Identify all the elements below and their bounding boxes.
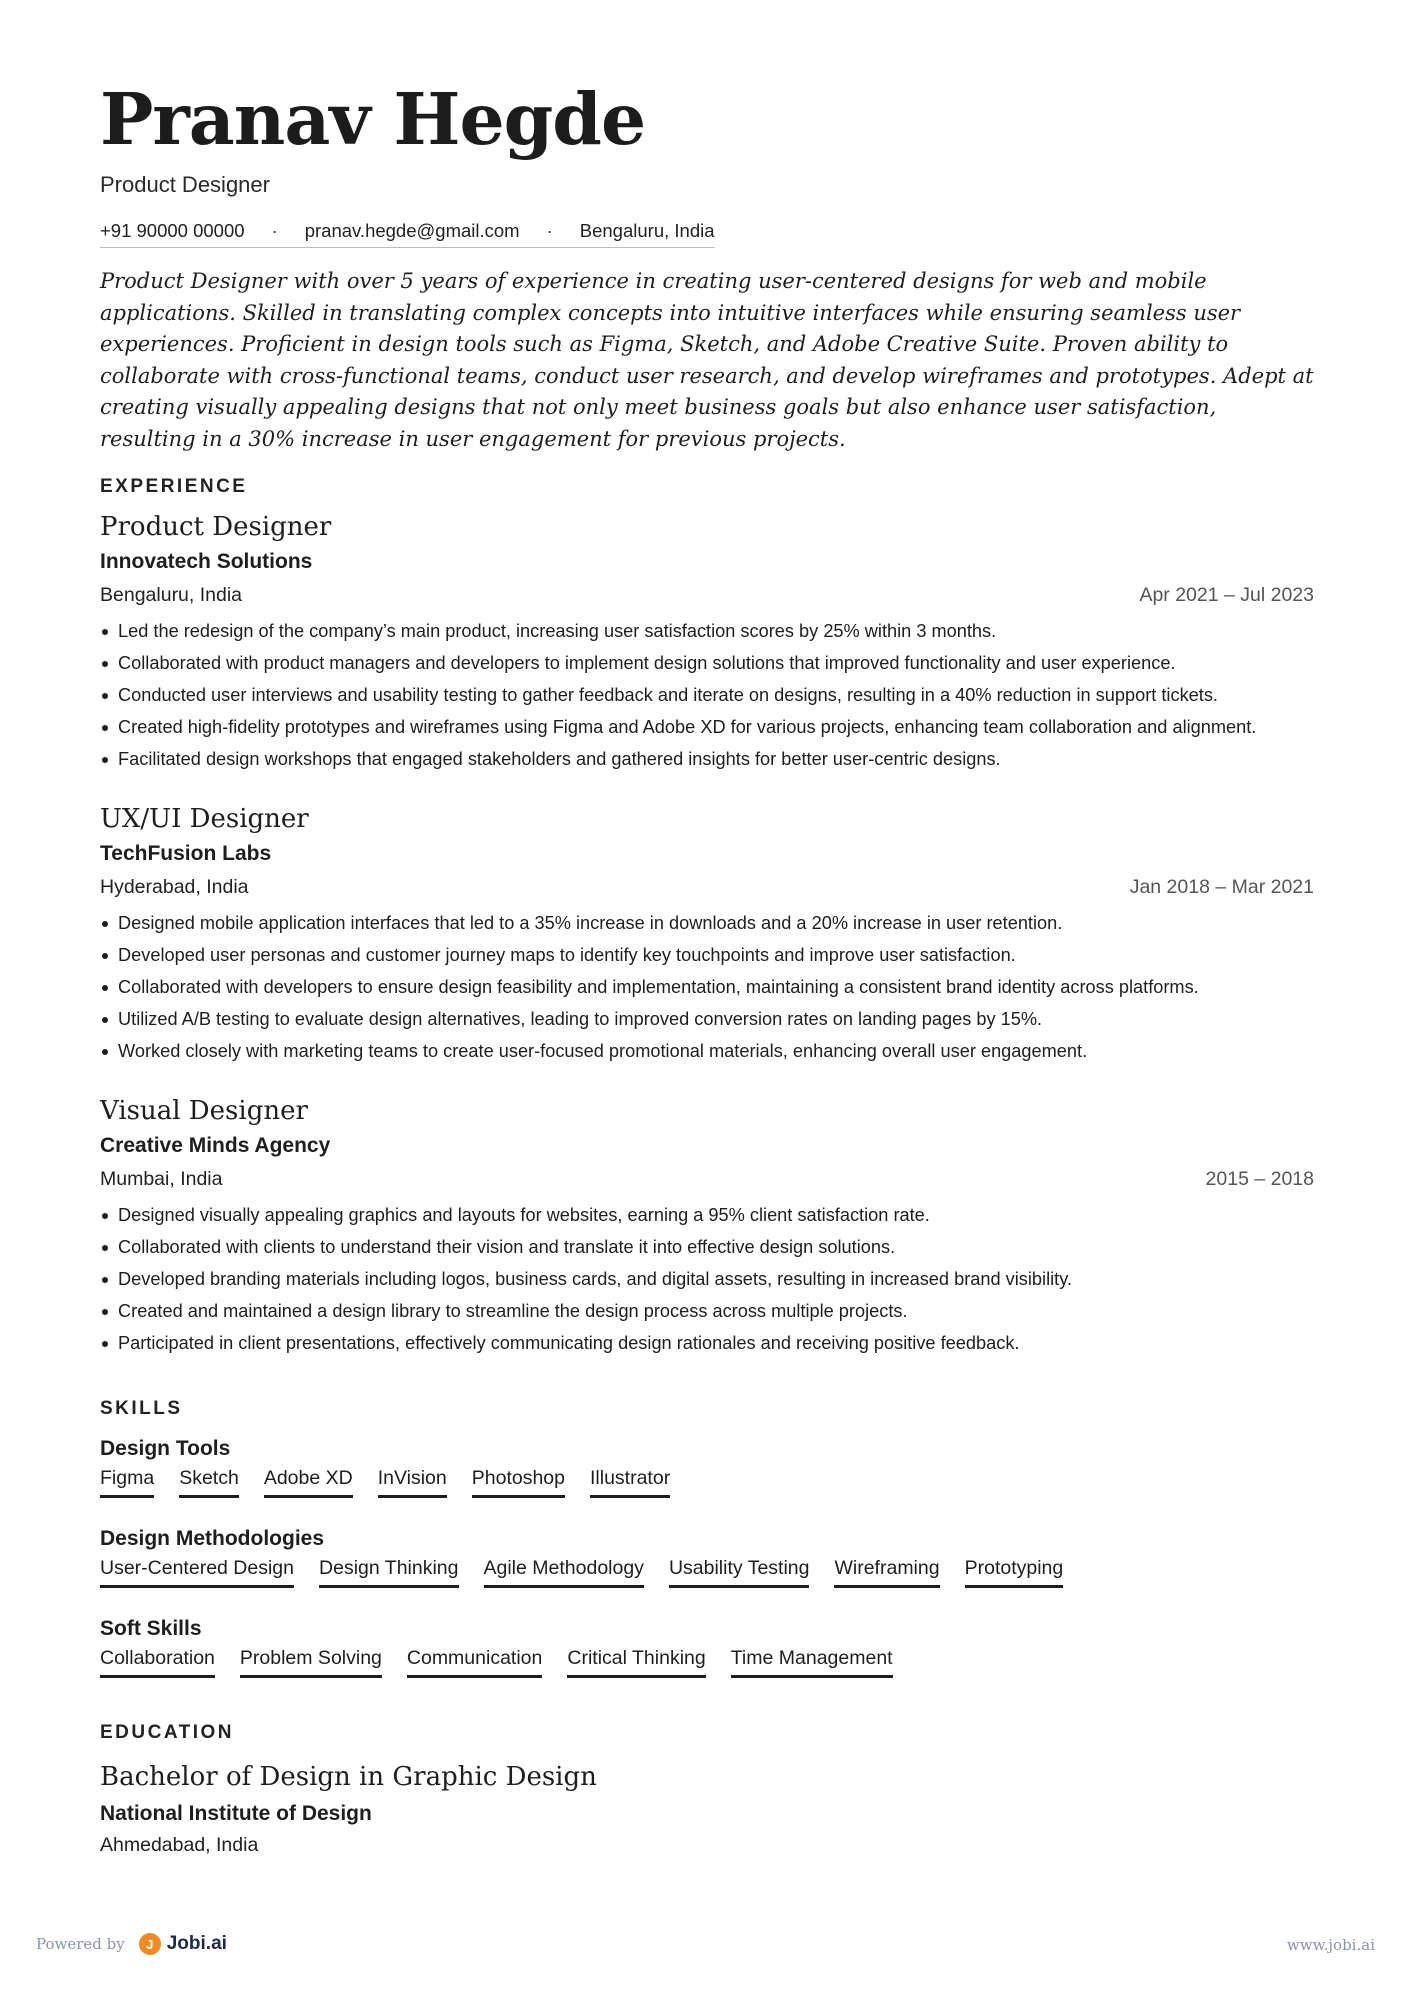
job-bullets — [100, 907, 1314, 1067]
job-location: Bengaluru, India — [100, 584, 243, 606]
bullet-item: Utilized A/B testing to evaluate design alternatives, leading to improved conversion rates on landing pages by 15%. — [100, 1003, 1314, 1035]
jobi-logo-text: Jobi.ai — [166, 1933, 227, 1954]
bullet-item: Designed mobile application interfaces that led to a 35% increase in downloads and a 20% increase in user retention. — [100, 907, 1314, 939]
powered-by-label: Powered by — [36, 1935, 125, 1953]
job-bullets — [100, 1199, 1314, 1359]
education-entry — [100, 1762, 597, 1857]
bullet-item: Created high-fidelity prototypes and wireframes using Figma and Adobe XD for various projects, enhancing team collaboration and alignment. — [100, 711, 1314, 743]
bullet-item: Collaborated with clients to understand their vision and translate it into effective design solutions. — [100, 1231, 1314, 1263]
bullet-item: Conducted user interviews and usability testing to gather feedback and iterate on designs, resulting in a 40% reduction in support tickets. — [100, 679, 1314, 711]
summary-paragraph: Product Designer with over 5 years of experience in creating user-centered designs for web and mobile applications. Skilled in translating complex concepts into intuitive interfaces while ensuring seamless user experiences. Proficient in design tools such as Figma, Sketch, and Adobe Creative Suite. Proven ability to collaborate with cross-functional teams, conduct user research, and develop wireframes and prototypes. Adept at creating visually appealing designs that not only meet business goals but also enhance user satisfaction, resulting in a 30% increase in user engagement for previous projects. — [100, 269, 1314, 451]
skill-group — [100, 1437, 695, 1498]
bullet-item: Created and maintained a design library to streamline the design process across multiple projects. — [100, 1295, 1314, 1327]
skill-chip: Figma — [100, 1467, 154, 1498]
bullet-item: Facilitated design workshops that engaged stakeholders and gathered insights for better user-centric designs. — [100, 743, 1314, 775]
skill-chip: Wireframing — [834, 1557, 939, 1588]
skill-group-title: Design Tools — [100, 1437, 231, 1460]
skill-chip: Design Thinking — [319, 1557, 458, 1588]
skill-chip: Sketch — [179, 1467, 239, 1498]
bullet-item: Designed visually appealing graphics and layouts for websites, earning a 95% client satisfaction rate. — [100, 1199, 1314, 1231]
contact-location: Bengaluru, India — [579, 220, 715, 241]
skill-chip: Critical Thinking — [567, 1647, 705, 1678]
company-name: Creative Minds Agency — [100, 1134, 331, 1157]
job-title: Visual Designer — [100, 1096, 308, 1126]
company-name: Innovatech Solutions — [100, 550, 313, 573]
bullet-item: Collaborated with developers to ensure design feasibility and implementation, maintaining a consistent brand identity across platforms. — [100, 971, 1314, 1003]
experience-entry — [100, 1096, 1314, 1359]
skill-group — [100, 1527, 1088, 1588]
skill-chips — [100, 1557, 1088, 1588]
company-name: TechFusion Labs — [100, 842, 272, 865]
skill-chips — [100, 1467, 695, 1498]
job-location: Hyderabad, India — [100, 876, 249, 898]
bullet-item: Collaborated with product managers and developers to implement design solutions that improved functionality and user experience. — [100, 647, 1314, 679]
footer-url-link[interactable]: www.jobi.ai — [1286, 1936, 1375, 1954]
bullet-item: Developed branding materials including logos, business cards, and digital assets, resulting in increased brand visibility. — [100, 1263, 1314, 1295]
contact-separator: · — [546, 220, 553, 241]
skill-chip: Time Management — [731, 1647, 893, 1678]
experience-entry — [100, 512, 1314, 775]
powered-by-footer[interactable] — [36, 1933, 227, 1955]
contact-phone[interactable]: +91 90000 00000 — [100, 220, 245, 241]
experience-heading: EXPERIENCE — [100, 476, 248, 497]
bullet-item: Participated in client presentations, effectively communicating design rationales and receiving positive feedback. — [100, 1327, 1314, 1359]
bullet-item: Led the redesign of the company’s main product, increasing user satisfaction scores by 25% within 3 months. — [100, 615, 1314, 647]
experience-entry — [100, 804, 1314, 1067]
education-heading: EDUCATION — [100, 1722, 235, 1743]
skill-chip: Communication — [407, 1647, 542, 1678]
candidate-name: Pranav Hegde — [100, 77, 646, 161]
jobi-logo-icon: J — [139, 1933, 161, 1955]
school-name: National Institute of Design — [100, 1802, 372, 1825]
contact-bar — [100, 220, 715, 248]
skill-chip: Usability Testing — [669, 1557, 810, 1588]
skill-chip: User-Centered Design — [100, 1557, 294, 1588]
skill-chips — [100, 1647, 918, 1678]
contact-separator: · — [271, 220, 278, 241]
job-meta — [100, 1168, 1314, 1191]
skill-group-title: Soft Skills — [100, 1617, 202, 1640]
job-dates: 2015 – 2018 — [1205, 1168, 1314, 1190]
skills-heading: SKILLS — [100, 1398, 183, 1419]
skill-chip: Adobe XD — [264, 1467, 353, 1498]
job-location: Mumbai, India — [100, 1168, 223, 1190]
skill-chip: Illustrator — [590, 1467, 670, 1498]
skill-chip: Prototyping — [965, 1557, 1064, 1588]
job-meta — [100, 876, 1314, 899]
skill-group — [100, 1617, 918, 1678]
job-title: UX/UI Designer — [100, 804, 309, 834]
job-dates: Jan 2018 – Mar 2021 — [1129, 876, 1314, 898]
job-bullets — [100, 615, 1314, 775]
school-location: Ahmedabad, India — [100, 1834, 259, 1856]
degree-title: Bachelor of Design in Graphic Design — [100, 1762, 597, 1792]
candidate-title: Product Designer — [100, 172, 270, 197]
skill-chip: Problem Solving — [240, 1647, 382, 1678]
job-title: Product Designer — [100, 512, 332, 542]
contact-email[interactable]: pranav.hegde@gmail.com — [304, 220, 520, 241]
skill-chip: Agile Methodology — [484, 1557, 644, 1588]
skill-chip: Collaboration — [100, 1647, 215, 1678]
skill-chip: InVision — [378, 1467, 447, 1498]
bullet-item: Worked closely with marketing teams to create user-focused promotional materials, enhancing overall user engagement. — [100, 1035, 1314, 1067]
job-meta — [100, 584, 1314, 607]
job-dates: Apr 2021 – Jul 2023 — [1139, 584, 1314, 606]
skill-chip: Photoshop — [472, 1467, 565, 1498]
bullet-item: Developed user personas and customer journey maps to identify key touchpoints and improve user satisfaction. — [100, 939, 1314, 971]
skill-group-title: Design Methodologies — [100, 1527, 325, 1550]
